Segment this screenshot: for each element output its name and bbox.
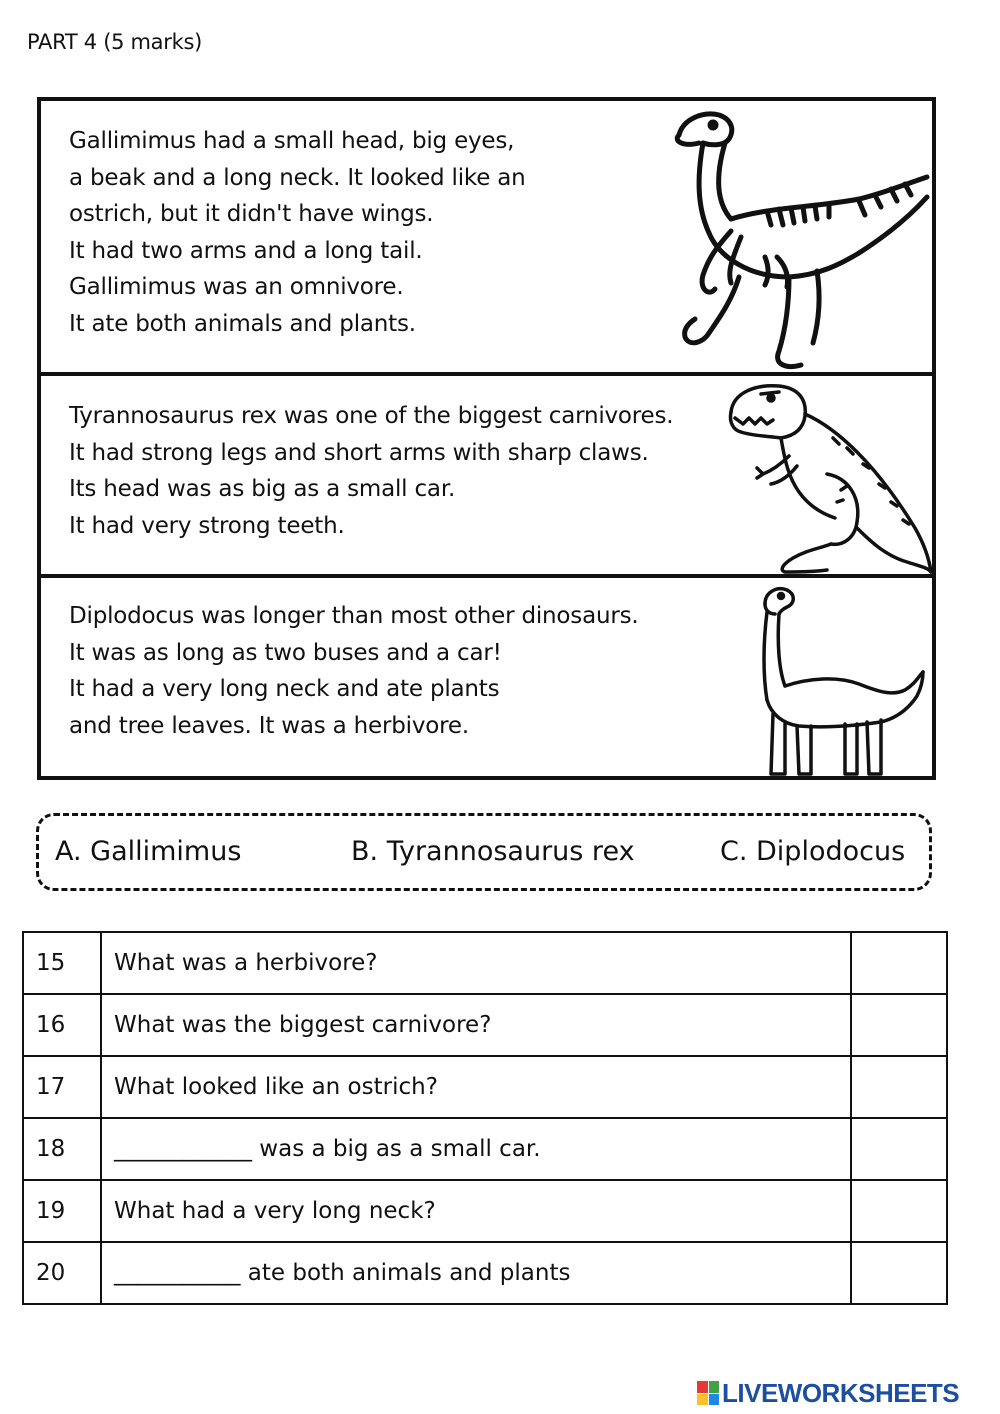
answer-options-box [36, 813, 932, 891]
passage-text [69, 123, 526, 342]
question-text: What looked like an ostrich? [101, 1056, 851, 1118]
passage-line: ostrich, but it didn't have wings. [69, 201, 434, 227]
question-number: 18 [23, 1118, 101, 1180]
passage-line: a beak and a long neck. It looked like an [69, 164, 526, 191]
answer-cell[interactable] [851, 994, 947, 1056]
liveworksheets-logo-icon [697, 1381, 719, 1405]
questions-table [22, 931, 948, 1305]
passage-line: Gallimimus had a small head, big eyes, [69, 128, 515, 154]
passage-line: It had strong legs and short arms with sharp claws. [69, 439, 649, 466]
table-row [23, 994, 947, 1056]
option-a: A. Gallimimus [55, 836, 242, 867]
passage-line: Gallimimus was an omnivore. [69, 274, 404, 300]
diplodocus-dinosaur-icon [753, 584, 925, 776]
question-number: 17 [23, 1056, 101, 1118]
liveworksheets-logo[interactable] [697, 1378, 959, 1408]
option-b: B. Tyrannosaurus rex [351, 836, 635, 867]
passage-text [69, 398, 673, 544]
table-row [23, 1118, 947, 1180]
table-row [23, 1242, 947, 1304]
question-text: What was the biggest carnivore? [101, 994, 851, 1056]
passage-line: It had two arms and a long tail. [69, 237, 423, 264]
question-number: 19 [23, 1180, 101, 1242]
passage-line: Its head was as big as a small car. [69, 476, 456, 502]
reading-box [37, 97, 936, 780]
answer-cell[interactable] [851, 1180, 947, 1242]
passage-line: It had a very long neck and ate plants [69, 676, 500, 702]
logo-mark-tile [697, 1381, 708, 1393]
passage-line: and tree leaves. It was a herbivore. [69, 712, 469, 739]
part-title: PART 4 (5 marks) [27, 30, 202, 54]
logo-mark-tile [697, 1394, 708, 1406]
question-number: 15 [23, 932, 101, 994]
answer-cell[interactable] [851, 932, 947, 994]
question-text: What was a herbivore? [101, 932, 851, 994]
passage-line: Diplodocus was longer than most other dinosaurs. [69, 603, 639, 629]
question-text: ____________ was a big as a small car. [101, 1118, 851, 1180]
table-row [23, 1180, 947, 1242]
logo-text: LIVEWORKSHEETS [722, 1377, 960, 1408]
question-number: 20 [23, 1242, 101, 1304]
question-text: What had a very long neck? [101, 1180, 851, 1242]
answer-cell[interactable] [851, 1056, 947, 1118]
passage-line: It ate both animals and plants. [69, 310, 416, 337]
table-row [23, 932, 947, 994]
question-text: ___________ ate both animals and plants [101, 1242, 851, 1304]
question-number: 16 [23, 994, 101, 1056]
passage-text [69, 598, 639, 744]
gallimimus-dinosaur-icon [669, 107, 931, 373]
answer-cell[interactable] [851, 1242, 947, 1304]
passage-line: It was as long as two buses and a car! [69, 639, 502, 666]
option-c: C. Diplodocus [720, 836, 906, 867]
answer-cell[interactable] [851, 1118, 947, 1180]
logo-mark-tile [709, 1394, 720, 1406]
logo-mark-tile [709, 1381, 720, 1393]
passage-diplodocus [41, 578, 932, 776]
passage-line: It had very strong teeth. [69, 512, 345, 539]
passage-tyrannosaurus [41, 376, 932, 578]
table-row [23, 1056, 947, 1118]
passage-gallimimus [41, 101, 932, 376]
tyrannosaurus-dinosaur-icon [723, 378, 932, 574]
passage-line: Tyrannosaurus rex was one of the biggest carnivores. [69, 403, 674, 429]
